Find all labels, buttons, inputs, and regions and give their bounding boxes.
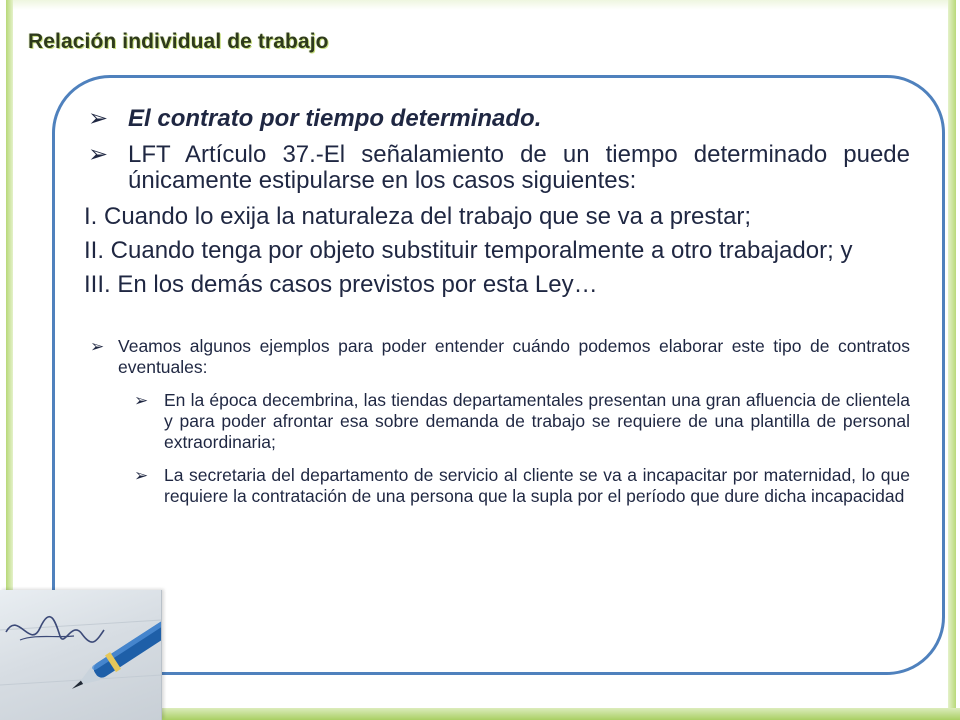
bullet-ejemplos [84, 336, 910, 378]
top-frame-glow [13, 0, 948, 10]
slide-title: Relación individual de trabajo [28, 30, 329, 53]
list-item-1: I. Cuando lo exija la naturaleza del trabajo que se va a prestar; [84, 203, 752, 230]
list-item-2: II. Cuando tenga por objeto substituir temporalmente a otro trabajador; y [84, 237, 853, 264]
pen-signature-icon [0, 590, 162, 720]
arrow-bullet-icon: ➢ [134, 466, 149, 485]
bullet-lft-text: LFT Artículo 37.-El señalamiento de un tiempo determinado puede únicamente estipularse en los casos siguientes: [128, 141, 910, 194]
bullet-ejemplos-text: Veamos algunos ejemplos para poder entender cuándo podemos elaborar este tipo de contratos eventuales: [118, 336, 910, 377]
bullet-contrato-text: El contrato por tiempo determinado. [128, 105, 542, 132]
bullet-list [84, 104, 910, 519]
arrow-bullet-icon: ➢ [90, 337, 105, 356]
arrow-bullet-icon: ➢ [88, 141, 109, 168]
bullet-lft [84, 142, 910, 194]
arrow-bullet-icon: ➢ [88, 105, 109, 132]
bullet-contrato [84, 104, 910, 134]
right-frame-bar [948, 0, 956, 720]
sub-bullet-1-text: En la época decembrina, las tiendas departamentales presentan una gran afluencia de clientela y para poder afrontar esa sobre demanda de trabajo se requiere de una plantilla de personal extraordinaria; [164, 390, 910, 452]
arrow-bullet-icon: ➢ [134, 391, 149, 410]
sub-bullet-2 [130, 465, 910, 507]
sub-bullet-1 [130, 390, 910, 453]
list-item-3: III. En los demás casos previstos por esta Ley… [84, 271, 598, 298]
pen-signature-photo [0, 590, 162, 720]
sub-bullet-2-text: La secretaria del departamento de servicio al cliente se va a incapacitar por maternidad, lo que requiere la contratación de una persona que la supla por el período que dure dicha incapacidad [164, 465, 910, 506]
